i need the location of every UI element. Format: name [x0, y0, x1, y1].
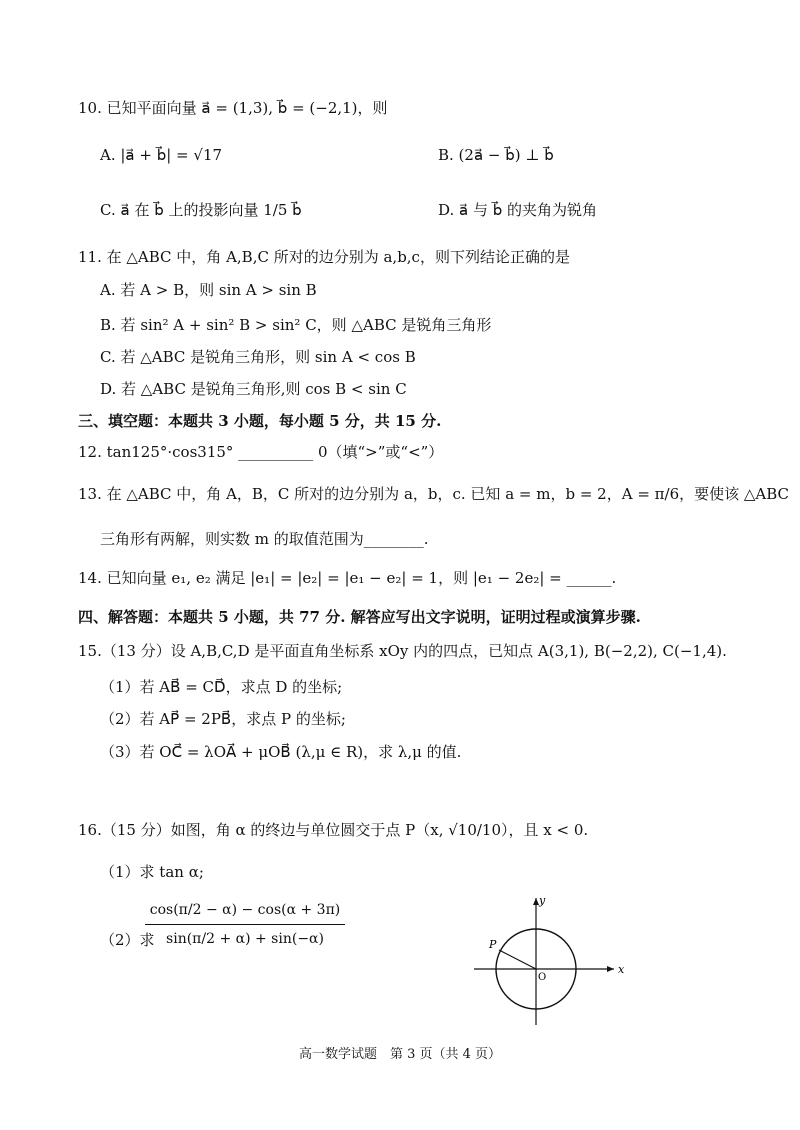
q16-part-2-label: （2）求 — [100, 931, 155, 949]
q11-option-b: B. 若 sin² A + sin² B > sin² C，则 △ABC 是锐角三角形 — [100, 316, 492, 334]
q11-option-d: D. 若 △ABC 是锐角三角形,则 cos B < sin C — [100, 380, 407, 398]
q15-part-2: （2）若 AP⃗ = 2PB⃗，求点 P 的坐标; — [100, 710, 346, 728]
q13-line-1: 13. 在 △ABC 中，角 A，B，C 所对的边分别为 a，b，c. 已知 a = m，b = 2，A = π/6，要使该 △ABC — [78, 485, 790, 503]
q11-option-c: C. 若 △ABC 是锐角三角形，则 sin A < cos B — [100, 348, 416, 366]
q16-fraction-bar — [145, 924, 345, 925]
page-footer: 高一数学试题 第 3 页（共 4 页） — [298, 1047, 502, 1062]
question-12: 12. tan125°·cos315° __________ 0（填“>”或“<”） — [78, 443, 444, 461]
q10-option-d: D. a⃗ 与 b⃗ 的夹角为锐角 — [438, 201, 598, 219]
q15-part-1: （1）若 AB⃗ = CD⃗，求点 D 的坐标; — [100, 678, 343, 696]
q11-stem: 11. 在 △ABC 中，角 A,B,C 所对的边分别为 a,b,c，则下列结论正确的是 — [78, 248, 570, 266]
unit-circle-figure — [466, 890, 636, 1030]
q16-fraction-numerator: cos(π/2 − α) − cos(α + 3π) — [149, 902, 341, 918]
q10-option-c: C. a⃗ 在 b⃗ 上的投影向量 1/5 b⃗ — [100, 201, 302, 219]
q10-option-b: B. (2a⃗ − b⃗) ⊥ b⃗ — [438, 146, 554, 164]
question-14: 14. 已知向量 e₁, e₂ 满足 |e₁| = |e₂| = |e₁ − e₂| = 1，则 |e₁ − 2e₂| = ______. — [78, 569, 617, 587]
terminal-side-op — [499, 950, 536, 969]
q10-stem: 10. 已知平面向量 a⃗ = (1,3), b⃗ = (−2,1)，则 — [78, 99, 388, 117]
point-p-label: P — [489, 938, 497, 951]
x-axis-label: x — [618, 963, 625, 976]
q15-stem: 15.（13 分）设 A,B,C,D 是平面直角坐标系 xOy 内的四点，已知点 A(3,1), B(−2,2), C(−1,4). — [78, 642, 727, 660]
section-3-heading: 三、填空题：本题共 3 小题，每小题 5 分，共 15 分. — [78, 412, 442, 430]
q11-option-a: A. 若 A > B，则 sin A > sin B — [100, 281, 317, 299]
q16-part-1: （1）求 tan α; — [100, 863, 204, 881]
q16-fraction-denominator: sin(π/2 + α) + sin(−α) — [166, 931, 324, 947]
y-axis-label: y — [539, 894, 546, 907]
q15-part-3: （3）若 OC⃗ = λOA⃗ + μOB⃗ (λ,μ ∈ R)，求 λ,μ 的值. — [100, 743, 462, 761]
origin-label: O — [538, 972, 547, 983]
q10-option-a: A. |a⃗ + b⃗| = √17 — [100, 146, 223, 164]
q16-stem: 16.（15 分）如图，角 α 的终边与单位圆交于点 P（x, √10/10），且 x < 0. — [78, 821, 589, 839]
x-axis-arrow — [607, 966, 614, 972]
q16-fraction — [145, 898, 345, 951]
q13-line-2: 三角形有两解，则实数 m 的取值范围为________. — [100, 530, 429, 548]
section-4-heading: 四、解答题：本题共 5 小题，共 77 分. 解答应写出文字说明，证明过程或演算步骤. — [78, 608, 641, 626]
